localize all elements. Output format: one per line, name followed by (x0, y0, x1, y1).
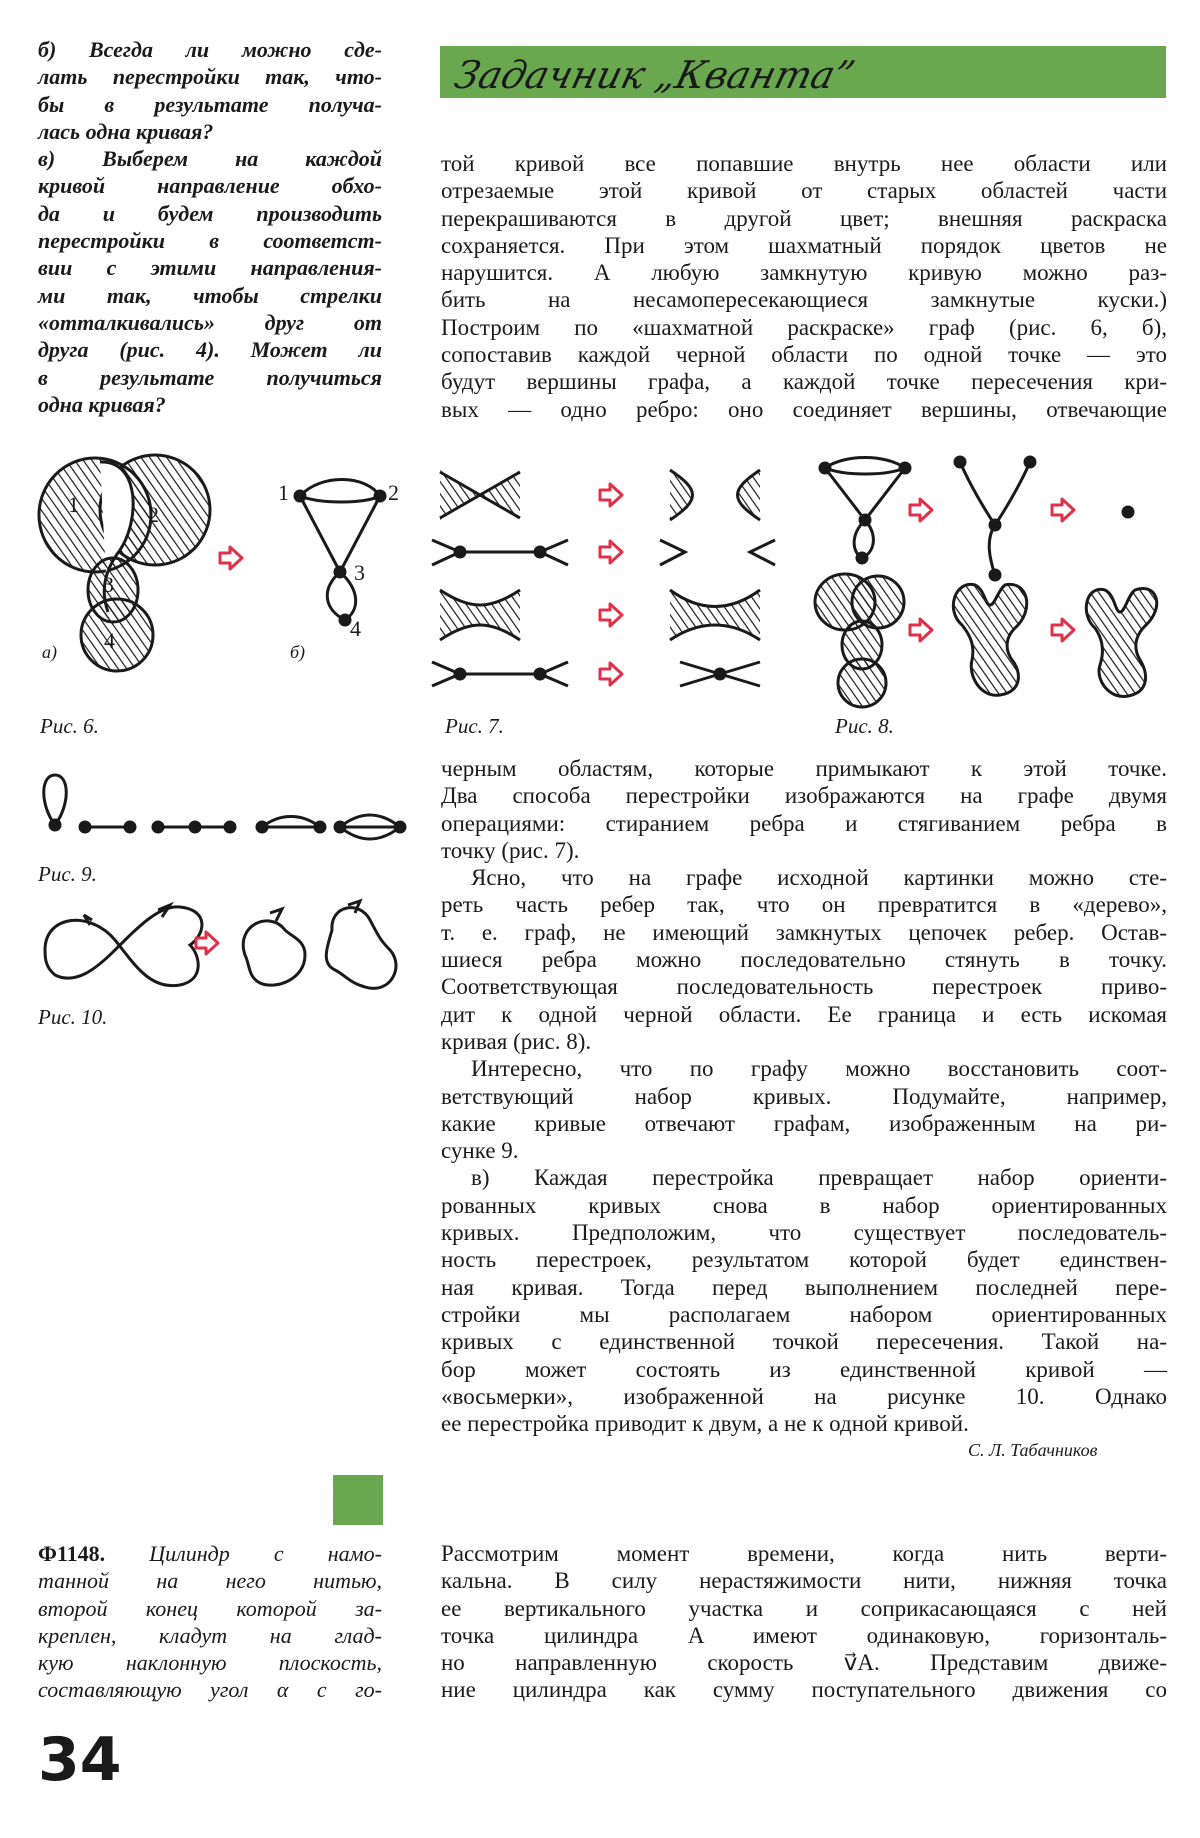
fig6-label-1: 1 (68, 492, 79, 517)
text-line: рованных кривых снова в набор ориентированных (441, 1192, 1167, 1218)
text-line: ее перестройка приводит к двум, а не к одной кривой. (441, 1411, 969, 1437)
fig10-drawing (30, 895, 410, 1005)
red-arrow-icon (1052, 619, 1074, 641)
text-line: ветствующий набор кривых. Подумайте, например, (441, 1083, 1167, 1109)
text-line: Соответствующая последовательность перестроек приво- (441, 974, 1167, 1000)
fig6b-label-1: 1 (278, 480, 289, 505)
fig6b-label-3: 3 (354, 560, 365, 585)
text-line: в) Выберем на каждой (38, 146, 382, 172)
text-line: т. е. граф, не имеющий замкнутых цепочек ребер. Остав- (441, 919, 1167, 945)
text-line: той кривой все попавшие внутрь нее области или (441, 151, 1167, 176)
fig6-sub-b: б) (290, 642, 306, 662)
fig6a-drawing (39, 455, 210, 671)
fig9-caption: Рис. 9. (38, 862, 97, 886)
text-line: б) Всегда ли можно сде- (38, 37, 382, 62)
text-line: сунке 9. (441, 1138, 519, 1164)
red-arrow-icon (910, 619, 932, 641)
text-line: какие кривые отвечают графам, изображенным на ри- (441, 1110, 1167, 1136)
text-line: сопоставив каждой черной области по одной точке — это (441, 342, 1167, 368)
red-arrow-icon (600, 484, 622, 506)
text-line: друга (рис. 4). Может ли (38, 337, 382, 363)
banner-script-decoration (450, 38, 915, 112)
fig6b-label-4: 4 (350, 616, 361, 641)
fig6-label-3: 3 (103, 572, 114, 597)
fig7-drawing (432, 470, 775, 686)
text-line: вых — одно ребро: оно соединяет вершины, отвечающие (441, 396, 1167, 422)
text-line: лать перестройки так, что- (38, 64, 382, 90)
fig6b-graph (295, 480, 385, 626)
problem-solution (441, 1540, 1167, 1704)
author-signature: С. Л. Табачников (968, 1440, 1098, 1460)
text-line: отрезаемые этой кривой от старых областей части (441, 178, 1167, 204)
problem-marker (333, 1475, 383, 1525)
fig8-drawing (815, 457, 1157, 707)
text-line: в результате получиться (38, 364, 382, 390)
text-line: черным областям, которые примыкают к этой точке. (441, 756, 1167, 781)
text-line: операциями: стиранием ребра и стягиванием ребра в (441, 810, 1167, 836)
text-line: нарушится. А любую замкнутую кривую можно раз- (441, 260, 1167, 286)
text-line: кривых с единственной точкой пересечения. Такой на- (441, 1329, 1167, 1355)
text-line: перекрашиваются в другой цвет; внешняя раскраска (441, 205, 1167, 231)
text-line: Рассмотрим момент времени, когда нить верти- (441, 1541, 1167, 1566)
text-line: шиеся ребра можно последовательно стянуть в точку. (441, 947, 1167, 973)
text-line: Интересно, что по графу можно восстановить соот- (471, 1056, 1167, 1082)
text-line: будут вершины графа, а каждой точке пересечения кри- (441, 369, 1167, 395)
problem-number: Ф1148. (38, 1541, 106, 1566)
text-line: ми так, чтобы стрелки (38, 282, 382, 308)
text-line: стройки мы располагаем набором ориентированных (441, 1301, 1167, 1327)
text-line: да и будем производить (38, 200, 382, 226)
text-line: но направленную скорость v⃗A. Представим движе- (441, 1650, 1167, 1676)
fig10-caption: Рис. 10. (38, 1005, 108, 1029)
red-arrow-icon (220, 547, 242, 569)
text-line: ее вертикального участка и соприкасающаяся с ней (441, 1595, 1167, 1621)
text-line: ние цилиндра как сумму поступательного движения со (441, 1677, 1167, 1703)
fig6-label-4: 4 (104, 628, 115, 653)
text-line: Два способа перестройки изображаются на графе двумя (441, 783, 1167, 809)
main-text (441, 755, 1167, 1437)
fig6-label-2: 2 (148, 502, 159, 527)
top-text (441, 150, 1167, 423)
text-line: кальна. В силу нерастяжимости нити, нижняя точка (441, 1568, 1167, 1594)
text-line: «восьмерки», изображенной на рисунке 10. Однако (441, 1383, 1167, 1409)
left-questions (38, 36, 382, 418)
text-line: в) Каждая перестройка превращает набор ориенти- (471, 1165, 1167, 1191)
text-line: Ясно, что на графе исходной картинки можно сте- (471, 865, 1167, 891)
text-line: бы в результате получа- (38, 91, 382, 117)
text-line: креплен, кладут на глад- (38, 1622, 382, 1648)
red-arrow-icon (600, 541, 622, 563)
text-line: танной на него нитью, (38, 1568, 382, 1594)
text-line: бить на несамопересекающиеся замкнутые куски.) (441, 287, 1167, 313)
text-line: кривых. Предположим, что существует последователь- (441, 1220, 1167, 1246)
fig6-sub-a: а) (42, 642, 57, 662)
text-line: «отталкивались» друг от (38, 309, 382, 335)
text-line: дит к одной черной области. Ее граница и есть искомая (441, 1001, 1167, 1027)
banner-title (450, 38, 915, 112)
text-line: вии с этими направления- (38, 255, 382, 281)
text-line: точка цилиндра A имеют одинаковую, горизонталь- (441, 1622, 1167, 1648)
red-arrow-icon (600, 663, 622, 685)
text-line: ная кривая. Тогда перед выполнением последней пере- (441, 1274, 1167, 1300)
figures-row (0, 440, 1200, 720)
text-line: бор может состоять из единственной кривой — (441, 1356, 1167, 1382)
text-line: кривой направление обхо- (38, 173, 382, 199)
text-line: точку (рис. 7). (441, 837, 580, 863)
text-line: составляющую угол α с го- (38, 1677, 382, 1703)
red-arrow-icon (1052, 499, 1074, 521)
text-line: второй конец которой за- (38, 1595, 382, 1621)
fig6b-label-2: 2 (388, 480, 399, 505)
text-line: Построим по «шахматной раскраске» граф (рис. 6, б), (441, 314, 1167, 340)
page-number: 34 (38, 1725, 122, 1795)
text-line: реть часть ребер так, что он превратится в «дерево», (441, 892, 1167, 918)
text-line: кую наклонную плоскость, (38, 1650, 382, 1676)
problem-statement (38, 1540, 382, 1704)
text-line: перестройки в соответст- (38, 228, 382, 254)
text-line: кривая (рис. 8). (441, 1028, 592, 1054)
red-arrow-icon (600, 604, 622, 626)
red-arrow-icon (910, 499, 932, 521)
fig6-caption: Рис. 6. (40, 714, 99, 738)
text-line: лась одна кривая? (38, 118, 214, 144)
text-line: одна кривая? (38, 391, 166, 417)
banner-script-text: Задачник „Кванта” (450, 53, 860, 98)
fig9-drawing (30, 765, 410, 845)
text-line: ность перестроек, результатом которой будет единствен- (441, 1247, 1167, 1273)
fig7-caption: Рис. 7. (445, 714, 504, 738)
text-line: сохраняется. При этом шахматный порядок цветов не (441, 232, 1167, 258)
text-line: Цилиндр с намо- (105, 1541, 382, 1566)
fig8-caption: Рис. 8. (835, 714, 894, 738)
